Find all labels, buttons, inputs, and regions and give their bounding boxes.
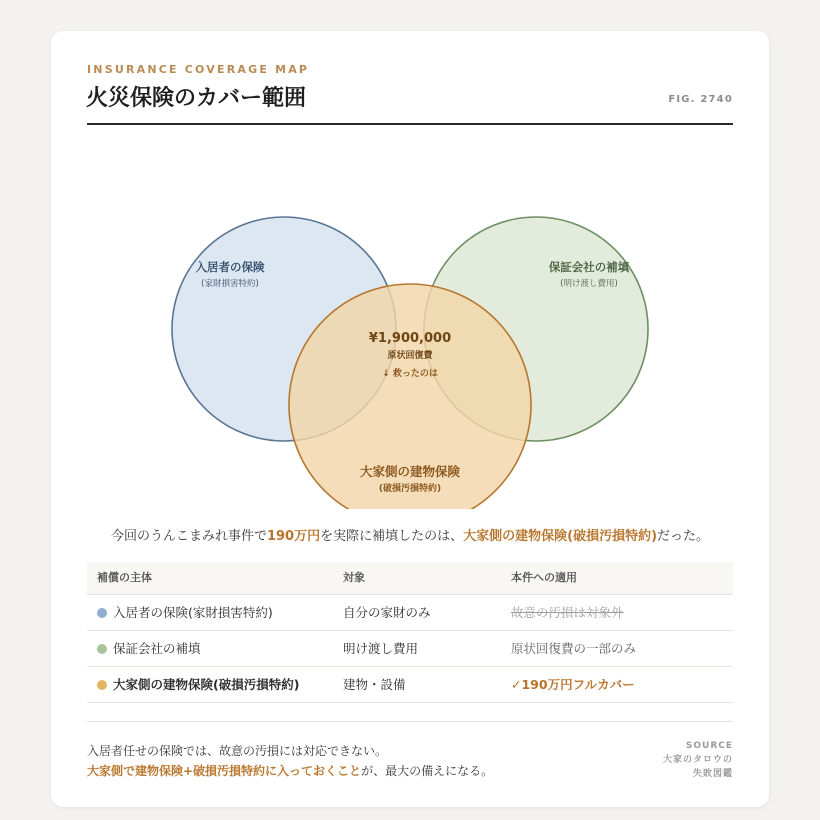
coverage-table — [87, 562, 733, 703]
landlord-sublabel: (破損汚損特約) — [378, 484, 442, 494]
table-row — [87, 631, 733, 667]
header-target: 対象 — [343, 571, 365, 584]
landlord-dot — [97, 680, 107, 690]
figure-number: FIG. 2740 — [668, 94, 733, 105]
tenant-dot — [97, 608, 107, 618]
source — [663, 739, 733, 781]
table-row — [87, 595, 733, 631]
caption-after: だった。 — [657, 529, 710, 544]
guarantor-label: 保証会社の補填 — [548, 260, 630, 274]
card — [51, 31, 769, 807]
footer-note-highlight: 大家側で建物保険+破損汚損特約に入っておくこと — [87, 764, 362, 778]
landlord-label: 大家側の建物保険 — [359, 464, 461, 479]
center-amount: ¥1,900,000 — [368, 331, 452, 346]
row-subject: 大家側の建物保険(破損汚損特約) — [113, 677, 300, 692]
row-subject: 入居者の保険(家財損害特約) — [113, 605, 273, 620]
footer-note-2 — [87, 762, 493, 779]
row-target: 自分の家財のみ — [343, 605, 431, 620]
caption-amount: 190万円 — [266, 529, 321, 544]
footer-divider — [87, 721, 733, 722]
source-label: SOURCE — [685, 741, 733, 751]
caption-middle: を実際に補填したのは、 — [320, 529, 464, 544]
caption — [51, 525, 769, 544]
row-subject: 保証会社の補填 — [113, 641, 201, 656]
row-target: 建物・設備 — [343, 677, 406, 692]
guarantor-dot — [97, 644, 107, 654]
center-arrow: ↓ 救ったのは — [382, 369, 438, 379]
center-label: 原状回復費 — [387, 351, 433, 361]
caption-before: 今回のうんこまみれ事件で — [110, 529, 267, 544]
source-line-3: 失敗図鑑 — [692, 769, 733, 779]
kicker: INSURANCE COVERAGE MAP — [87, 63, 310, 76]
tenant-sublabel: (家財損害特約) — [201, 279, 259, 289]
table-row — [87, 667, 733, 703]
footer-note-rest: が、最大の備えになる。 — [361, 764, 494, 778]
row-application: 故意の汚損は対象外 — [511, 605, 624, 620]
page-title: 火災保険のカバー範囲 — [86, 86, 307, 111]
source-line-2: 大家のタロウの — [662, 755, 733, 765]
header-subject: 補償の主体 — [97, 571, 152, 584]
footer-note-1: 入居者任せの保険では、故意の汚損には対応できない。 — [87, 744, 388, 758]
row-target: 明け渡し費用 — [343, 641, 419, 656]
table-header — [87, 562, 733, 595]
row-application: 原状回復費の一部のみ — [511, 641, 637, 656]
header-application: 本件への適用 — [511, 571, 577, 584]
row-application: ✓190万円フルカバー — [511, 677, 635, 692]
tenant-label: 入居者の保険 — [195, 260, 265, 274]
caption-who: 大家側の建物保険(破損汚損特約) — [463, 529, 658, 544]
guarantor-sublabel: (明け渡し費用) — [560, 279, 618, 289]
venn-diagram — [51, 31, 769, 511]
